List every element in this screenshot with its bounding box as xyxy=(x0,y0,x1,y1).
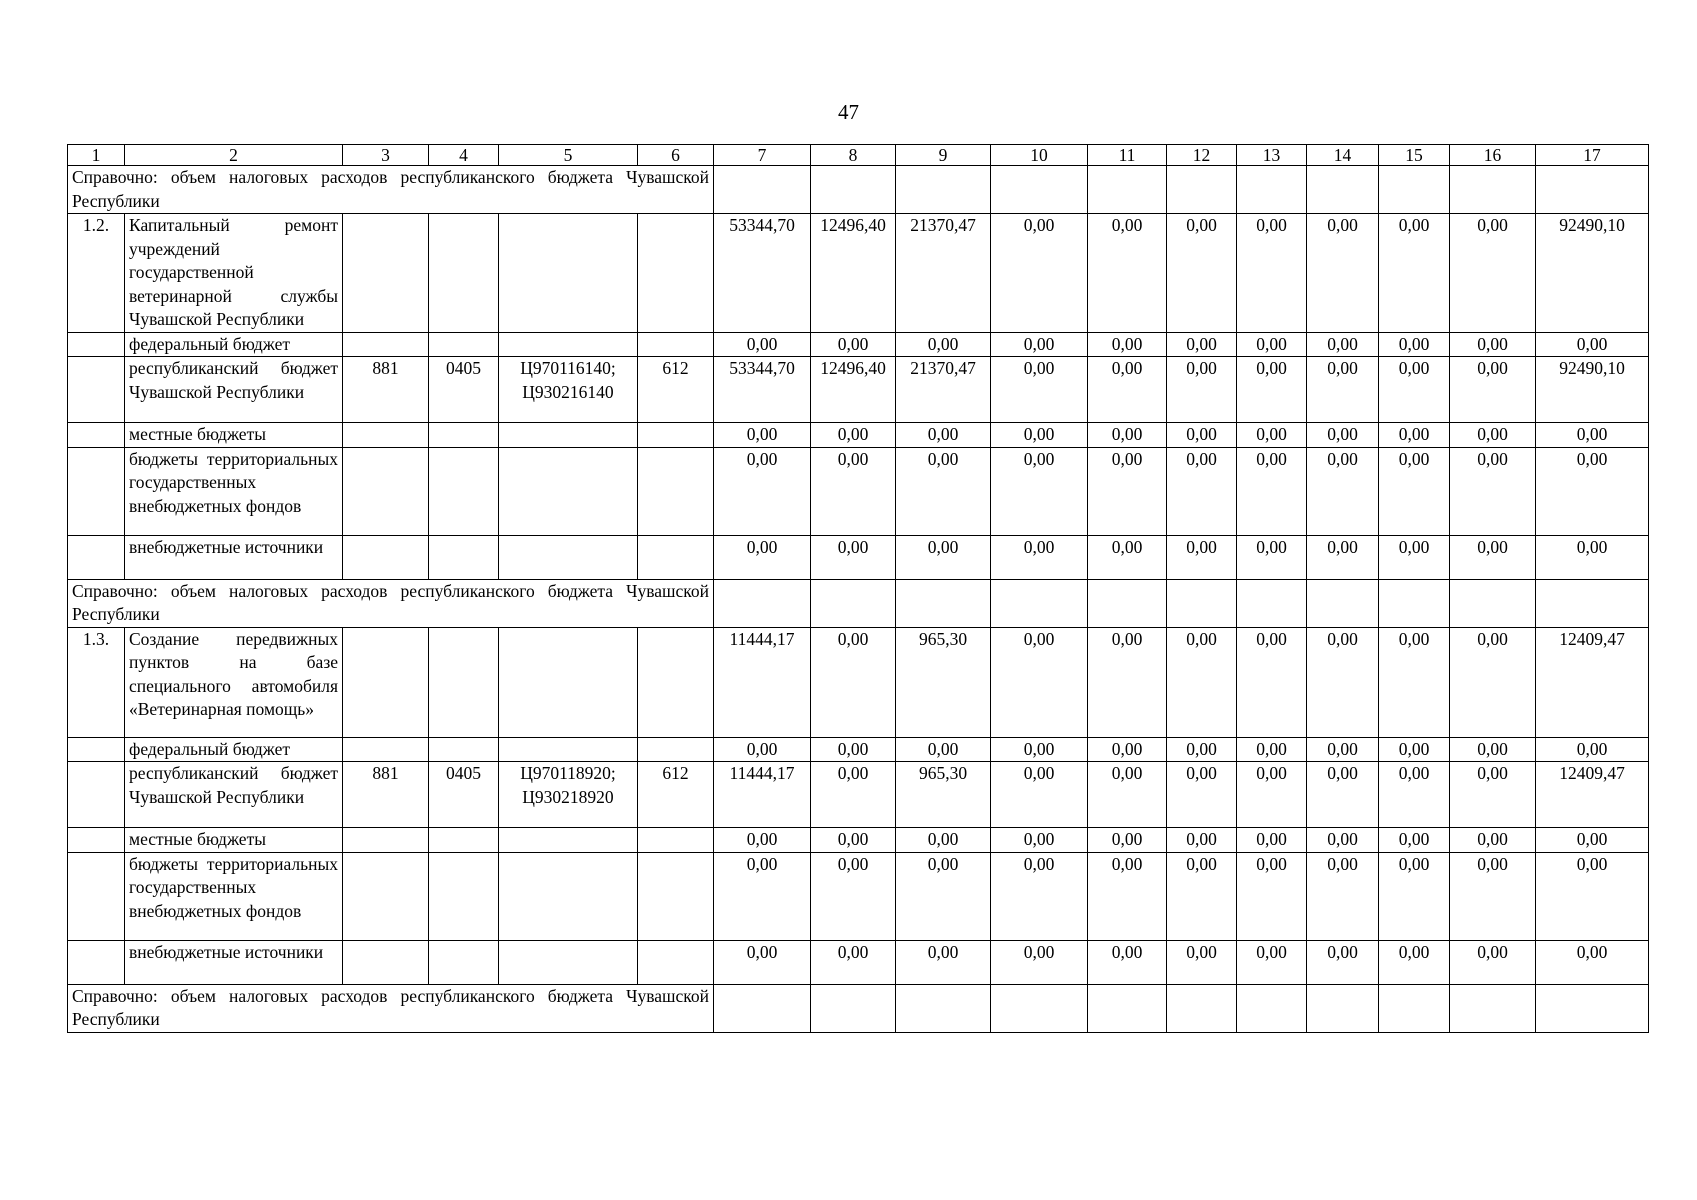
item-name: бюджеты территориальных государственных внебюджетных фондов xyxy=(125,852,343,940)
amount-cell: 0,00 xyxy=(714,828,811,853)
amount-cell xyxy=(714,579,811,627)
amount-cell xyxy=(896,579,991,627)
item-number xyxy=(68,852,125,940)
amount-cell: 0,00 xyxy=(1536,447,1649,535)
amount-cell: 0,00 xyxy=(1167,852,1237,940)
column-header: 16 xyxy=(1450,145,1536,166)
column-header: 15 xyxy=(1379,145,1450,166)
funding-source-row xyxy=(68,535,1649,579)
amount-cell: 0,00 xyxy=(714,535,811,579)
amount-cell: 0,00 xyxy=(1088,332,1167,357)
amount-cell: 0,00 xyxy=(896,940,991,984)
amount-cell: 0,00 xyxy=(1307,535,1379,579)
amount-cell: 0,00 xyxy=(1536,535,1649,579)
amount-cell: 0,00 xyxy=(811,423,896,448)
amount-cell: 0,00 xyxy=(991,762,1088,828)
amount-cell: 0,00 xyxy=(1379,423,1450,448)
amount-cell: 0,00 xyxy=(1307,737,1379,762)
amount-cell: 0,00 xyxy=(896,535,991,579)
item-name: федеральный бюджет xyxy=(125,332,343,357)
amount-cell: 0,00 xyxy=(1450,214,1536,333)
amount-cell: 965,30 xyxy=(896,762,991,828)
amount-cell xyxy=(1450,984,1536,1032)
amount-cell: 0,00 xyxy=(1379,762,1450,828)
admin-code-cell: 881 xyxy=(343,357,429,423)
amount-cell xyxy=(714,984,811,1032)
amount-cell: 0,00 xyxy=(714,737,811,762)
amount-cell: 0,00 xyxy=(1167,627,1237,737)
amount-cell: 0,00 xyxy=(1237,535,1307,579)
amount-cell: 0,00 xyxy=(1167,737,1237,762)
expense-type-cell: 612 xyxy=(638,762,714,828)
amount-cell: 0,00 xyxy=(1088,828,1167,853)
amount-cell: 92490,10 xyxy=(1536,214,1649,333)
amount-cell: 0,00 xyxy=(1450,852,1536,940)
item-name: Капитальный ремонт учреждений государственной ветеринарной службы Чувашской Республики xyxy=(125,214,343,333)
amount-cell: 965,30 xyxy=(896,627,991,737)
amount-cell: 0,00 xyxy=(1088,852,1167,940)
amount-cell: 0,00 xyxy=(991,627,1088,737)
expense-type-cell xyxy=(638,828,714,853)
admin-code-cell xyxy=(343,940,429,984)
column-header: 17 xyxy=(1536,145,1649,166)
amount-cell: 0,00 xyxy=(1379,214,1450,333)
amount-cell xyxy=(811,579,896,627)
budget-table xyxy=(67,144,1649,1033)
amount-cell xyxy=(1379,579,1450,627)
amount-cell: 0,00 xyxy=(1088,214,1167,333)
column-header: 10 xyxy=(991,145,1088,166)
item-number xyxy=(68,447,125,535)
admin-code-cell xyxy=(343,447,429,535)
amount-cell xyxy=(811,166,896,214)
amount-cell xyxy=(1088,984,1167,1032)
amount-cell: 0,00 xyxy=(811,627,896,737)
amount-cell: 0,00 xyxy=(896,737,991,762)
column-header: 7 xyxy=(714,145,811,166)
amount-cell: 0,00 xyxy=(991,852,1088,940)
amount-cell: 0,00 xyxy=(1237,214,1307,333)
amount-cell xyxy=(714,166,811,214)
target-article-cell xyxy=(499,447,638,535)
amount-cell: 0,00 xyxy=(991,940,1088,984)
amount-cell: 0,00 xyxy=(896,332,991,357)
section-code-cell xyxy=(429,852,499,940)
section-code-cell xyxy=(429,940,499,984)
amount-cell: 0,00 xyxy=(1088,627,1167,737)
admin-code-cell xyxy=(343,214,429,333)
amount-cell: 0,00 xyxy=(1450,332,1536,357)
funding-source-row xyxy=(68,762,1649,828)
amount-cell: 0,00 xyxy=(991,828,1088,853)
amount-cell: 0,00 xyxy=(811,828,896,853)
amount-cell: 0,00 xyxy=(991,357,1088,423)
amount-cell: 0,00 xyxy=(1307,332,1379,357)
amount-cell: 0,00 xyxy=(1307,828,1379,853)
item-number: 1.3. xyxy=(68,627,125,737)
amount-cell: 0,00 xyxy=(1237,852,1307,940)
amount-cell: 0,00 xyxy=(811,852,896,940)
section-code-cell xyxy=(429,214,499,333)
column-header: 8 xyxy=(811,145,896,166)
expense-type-cell xyxy=(638,447,714,535)
column-header: 14 xyxy=(1307,145,1379,166)
amount-cell: 0,00 xyxy=(1379,828,1450,853)
amount-cell: 92490,10 xyxy=(1536,357,1649,423)
column-header: 5 xyxy=(499,145,638,166)
amount-cell: 0,00 xyxy=(1307,627,1379,737)
amount-cell xyxy=(1307,579,1379,627)
column-header: 4 xyxy=(429,145,499,166)
column-header: 6 xyxy=(638,145,714,166)
amount-cell: 53344,70 xyxy=(714,357,811,423)
item-number xyxy=(68,737,125,762)
section-code-cell xyxy=(429,627,499,737)
target-article-cell xyxy=(499,423,638,448)
amount-cell: 0,00 xyxy=(1450,828,1536,853)
amount-cell: 0,00 xyxy=(1450,357,1536,423)
amount-cell: 0,00 xyxy=(1450,627,1536,737)
target-article-cell xyxy=(499,828,638,853)
amount-cell: 0,00 xyxy=(1536,940,1649,984)
admin-code-cell xyxy=(343,627,429,737)
item-name: республиканский бюджет Чувашской Республики xyxy=(125,357,343,423)
amount-cell: 0,00 xyxy=(1167,332,1237,357)
expense-type-cell xyxy=(638,627,714,737)
amount-cell: 0,00 xyxy=(1237,737,1307,762)
admin-code-cell xyxy=(343,828,429,853)
amount-cell: 0,00 xyxy=(1450,940,1536,984)
column-header: 3 xyxy=(343,145,429,166)
admin-code-cell xyxy=(343,852,429,940)
amount-cell: 0,00 xyxy=(1307,357,1379,423)
amount-cell: 0,00 xyxy=(1088,940,1167,984)
amount-cell xyxy=(1237,166,1307,214)
amount-cell: 0,00 xyxy=(1536,852,1649,940)
amount-cell: 0,00 xyxy=(811,535,896,579)
reference-note-label: Справочно: объем налоговых расходов республиканского бюджета Чувашской Республики xyxy=(68,984,714,1032)
amount-cell: 0,00 xyxy=(1088,762,1167,828)
amount-cell: 0,00 xyxy=(1379,332,1450,357)
amount-cell: 11444,17 xyxy=(714,762,811,828)
target-article-cell xyxy=(499,940,638,984)
amount-cell: 0,00 xyxy=(1167,535,1237,579)
item-number xyxy=(68,357,125,423)
amount-cell: 0,00 xyxy=(1167,828,1237,853)
funding-source-row xyxy=(68,940,1649,984)
amount-cell xyxy=(811,984,896,1032)
amount-cell xyxy=(1379,166,1450,214)
item-number xyxy=(68,535,125,579)
column-header: 9 xyxy=(896,145,991,166)
amount-cell xyxy=(1450,166,1536,214)
amount-cell xyxy=(1307,984,1379,1032)
reference-note-label: Справочно: объем налоговых расходов республиканского бюджета Чувашской Республики xyxy=(68,166,714,214)
amount-cell xyxy=(896,984,991,1032)
item-name: федеральный бюджет xyxy=(125,737,343,762)
amount-cell xyxy=(1237,984,1307,1032)
item-name: бюджеты территориальных государственных внебюджетных фондов xyxy=(125,447,343,535)
amount-cell: 0,00 xyxy=(1088,447,1167,535)
item-number xyxy=(68,423,125,448)
amount-cell: 0,00 xyxy=(811,737,896,762)
amount-cell: 12409,47 xyxy=(1536,762,1649,828)
amount-cell: 0,00 xyxy=(1088,357,1167,423)
amount-cell: 0,00 xyxy=(714,332,811,357)
section-code-cell xyxy=(429,447,499,535)
reference-note-row xyxy=(68,984,1649,1032)
admin-code-cell xyxy=(343,535,429,579)
item-name: Создание передвижных пунктов на базе специального автомобиля «Ветеринарная помощь» xyxy=(125,627,343,737)
expense-type-cell: 612 xyxy=(638,357,714,423)
amount-cell xyxy=(991,984,1088,1032)
amount-cell: 0,00 xyxy=(896,852,991,940)
item-name: местные бюджеты xyxy=(125,423,343,448)
reference-note-row xyxy=(68,579,1649,627)
section-code-cell xyxy=(429,332,499,357)
amount-cell xyxy=(1167,984,1237,1032)
item-number xyxy=(68,332,125,357)
amount-cell xyxy=(1167,579,1237,627)
amount-cell: 0,00 xyxy=(1379,940,1450,984)
reference-note-label: Справочно: объем налоговых расходов республиканского бюджета Чувашской Республики xyxy=(68,579,714,627)
amount-cell: 0,00 xyxy=(714,852,811,940)
target-article-cell xyxy=(499,852,638,940)
section-code-cell xyxy=(429,535,499,579)
amount-cell: 12496,40 xyxy=(811,357,896,423)
amount-cell: 0,00 xyxy=(811,940,896,984)
amount-cell: 0,00 xyxy=(1237,828,1307,853)
amount-cell: 0,00 xyxy=(1450,762,1536,828)
expense-type-cell xyxy=(638,423,714,448)
amount-cell: 0,00 xyxy=(1379,535,1450,579)
amount-cell: 0,00 xyxy=(811,332,896,357)
expense-type-cell xyxy=(638,940,714,984)
amount-cell: 0,00 xyxy=(714,423,811,448)
amount-cell: 0,00 xyxy=(1536,737,1649,762)
expense-type-cell xyxy=(638,737,714,762)
amount-cell: 0,00 xyxy=(991,737,1088,762)
amount-cell: 0,00 xyxy=(1450,535,1536,579)
amount-cell: 0,00 xyxy=(811,762,896,828)
amount-cell: 0,00 xyxy=(991,214,1088,333)
amount-cell xyxy=(1088,579,1167,627)
amount-cell: 0,00 xyxy=(1307,852,1379,940)
amount-cell xyxy=(991,166,1088,214)
amount-cell: 21370,47 xyxy=(896,357,991,423)
amount-cell xyxy=(1536,984,1649,1032)
amount-cell: 0,00 xyxy=(896,447,991,535)
header-row xyxy=(68,145,1649,166)
section-code-cell: 0405 xyxy=(429,762,499,828)
amount-cell xyxy=(1450,579,1536,627)
amount-cell xyxy=(991,579,1088,627)
amount-cell: 0,00 xyxy=(1450,423,1536,448)
amount-cell: 0,00 xyxy=(1379,447,1450,535)
amount-cell: 0,00 xyxy=(1237,447,1307,535)
amount-cell: 0,00 xyxy=(1307,940,1379,984)
amount-cell: 53344,70 xyxy=(714,214,811,333)
amount-cell xyxy=(1237,579,1307,627)
item-number: 1.2. xyxy=(68,214,125,333)
section-code-cell xyxy=(429,828,499,853)
amount-cell: 0,00 xyxy=(1307,214,1379,333)
column-header: 11 xyxy=(1088,145,1167,166)
admin-code-cell xyxy=(343,423,429,448)
amount-cell: 0,00 xyxy=(1167,423,1237,448)
amount-cell xyxy=(1536,166,1649,214)
amount-cell: 0,00 xyxy=(1536,828,1649,853)
admin-code-cell: 881 xyxy=(343,762,429,828)
amount-cell: 0,00 xyxy=(811,447,896,535)
target-article-cell xyxy=(499,535,638,579)
amount-cell: 12409,47 xyxy=(1536,627,1649,737)
target-article-cell xyxy=(499,332,638,357)
amount-cell: 0,00 xyxy=(1237,940,1307,984)
activity-row xyxy=(68,627,1649,737)
amount-cell: 0,00 xyxy=(1088,535,1167,579)
item-name: республиканский бюджет Чувашской Республики xyxy=(125,762,343,828)
amount-cell: 0,00 xyxy=(991,423,1088,448)
amount-cell: 0,00 xyxy=(1088,423,1167,448)
amount-cell: 0,00 xyxy=(1237,332,1307,357)
amount-cell: 0,00 xyxy=(714,940,811,984)
amount-cell: 21370,47 xyxy=(896,214,991,333)
amount-cell: 0,00 xyxy=(1088,737,1167,762)
admin-code-cell xyxy=(343,332,429,357)
page-number: 47 xyxy=(838,100,859,124)
amount-cell: 0,00 xyxy=(896,828,991,853)
amount-cell: 0,00 xyxy=(714,447,811,535)
target-article-cell: Ц970116140; Ц930216140 xyxy=(499,357,638,423)
column-header: 12 xyxy=(1167,145,1237,166)
amount-cell xyxy=(1536,579,1649,627)
section-code-cell xyxy=(429,423,499,448)
expense-type-cell xyxy=(638,214,714,333)
item-number xyxy=(68,828,125,853)
amount-cell: 0,00 xyxy=(991,447,1088,535)
amount-cell: 0,00 xyxy=(1237,423,1307,448)
funding-source-row xyxy=(68,852,1649,940)
item-name: местные бюджеты xyxy=(125,828,343,853)
item-number xyxy=(68,940,125,984)
funding-source-row xyxy=(68,332,1649,357)
amount-cell: 0,00 xyxy=(991,535,1088,579)
amount-cell: 0,00 xyxy=(1450,447,1536,535)
amount-cell: 0,00 xyxy=(1237,627,1307,737)
amount-cell: 0,00 xyxy=(1237,357,1307,423)
section-code-cell: 0405 xyxy=(429,357,499,423)
amount-cell: 0,00 xyxy=(1307,762,1379,828)
amount-cell: 0,00 xyxy=(1237,762,1307,828)
column-header: 2 xyxy=(125,145,343,166)
amount-cell: 0,00 xyxy=(1307,447,1379,535)
item-name: внебюджетные источники xyxy=(125,535,343,579)
expense-type-cell xyxy=(638,852,714,940)
amount-cell: 0,00 xyxy=(1379,357,1450,423)
amount-cell: 0,00 xyxy=(896,423,991,448)
amount-cell xyxy=(896,166,991,214)
target-article-cell: Ц970118920; Ц930218920 xyxy=(499,762,638,828)
amount-cell xyxy=(1088,166,1167,214)
expense-type-cell xyxy=(638,535,714,579)
amount-cell: 11444,17 xyxy=(714,627,811,737)
funding-source-row xyxy=(68,357,1649,423)
item-name: внебюджетные источники xyxy=(125,940,343,984)
admin-code-cell xyxy=(343,737,429,762)
expense-type-cell xyxy=(638,332,714,357)
item-number xyxy=(68,762,125,828)
target-article-cell xyxy=(499,214,638,333)
amount-cell xyxy=(1167,166,1237,214)
funding-source-row xyxy=(68,447,1649,535)
amount-cell: 0,00 xyxy=(1307,423,1379,448)
amount-cell: 0,00 xyxy=(1379,737,1450,762)
section-code-cell xyxy=(429,737,499,762)
reference-note-row xyxy=(68,166,1649,214)
amount-cell: 0,00 xyxy=(1167,357,1237,423)
amount-cell: 0,00 xyxy=(1379,627,1450,737)
funding-source-row xyxy=(68,423,1649,448)
funding-source-row xyxy=(68,828,1649,853)
amount-cell: 0,00 xyxy=(991,332,1088,357)
amount-cell: 0,00 xyxy=(1450,737,1536,762)
activity-row xyxy=(68,214,1649,333)
target-article-cell xyxy=(499,627,638,737)
amount-cell: 0,00 xyxy=(1167,447,1237,535)
amount-cell xyxy=(1379,984,1450,1032)
amount-cell: 0,00 xyxy=(1536,423,1649,448)
column-header: 13 xyxy=(1237,145,1307,166)
amount-cell: 0,00 xyxy=(1536,332,1649,357)
column-header: 1 xyxy=(68,145,125,166)
funding-source-row xyxy=(68,737,1649,762)
amount-cell: 0,00 xyxy=(1167,940,1237,984)
amount-cell: 0,00 xyxy=(1167,762,1237,828)
target-article-cell xyxy=(499,737,638,762)
amount-cell: 0,00 xyxy=(1379,852,1450,940)
amount-cell: 12496,40 xyxy=(811,214,896,333)
amount-cell xyxy=(1307,166,1379,214)
amount-cell: 0,00 xyxy=(1167,214,1237,333)
